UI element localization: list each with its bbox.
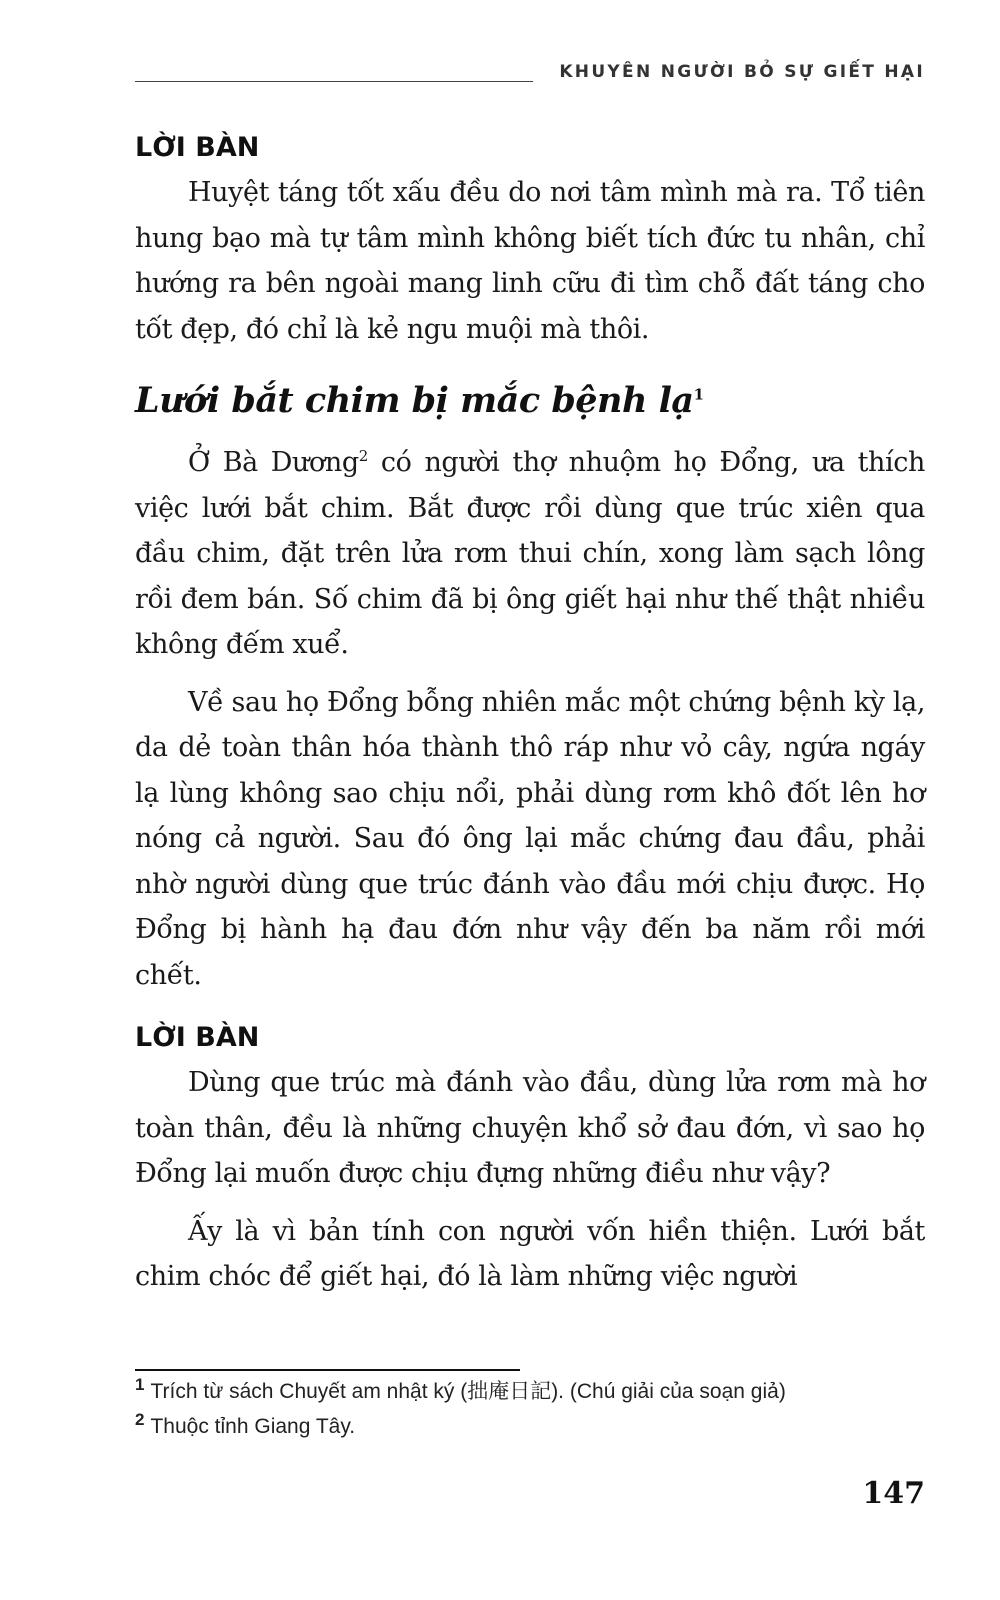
comment-paragraph: Huyệt táng tốt xấu đều do nơi tâm mình mà ra. Tổ tiên hung bạo mà tự tâm mình không biết tích đức tu nhân, chỉ hướng ra bên ngoài mang linh cữu đi tìm chỗ đất táng cho tốt đẹp, đó chỉ là kẻ ngu muội mà thôi. [135, 177, 925, 345]
footnote [135, 1374, 925, 1409]
story-paragraph-start: Ở Bà Dương [188, 447, 359, 478]
running-title: KHUYÊN NGƯỜI BỎ SỰ GIẾT HẠI [559, 62, 925, 82]
story-paragraph [135, 440, 925, 668]
footnote [135, 1409, 925, 1444]
footnote-number: 1 [135, 1375, 145, 1394]
page-body [135, 128, 925, 1300]
footnote-number: 2 [135, 1410, 145, 1429]
comment-heading: LỜI BÀN [135, 132, 260, 163]
footnote-ref: 1 [693, 385, 704, 404]
story-title [135, 378, 925, 424]
comment-heading: LỜI BÀN [135, 1022, 260, 1053]
comment-paragraph: Ấy là vì bản tính con người vốn hiền thiện. Lưới bắt chim chóc để giết hại, đó là làm những việc người [135, 1215, 925, 1292]
comment-paragraph: Dùng que trúc mà đánh vào đầu, dùng lửa rơm mà hơ toàn thân, đều là những chuyện khổ sở đau đớn, vì sao họ Đổng lại muốn được chịu đựng những điều như vậy? [135, 1067, 925, 1189]
story-paragraph-rest: có người thợ nhuộm họ Đổng, ưa thích việc lưới bắt chim. Bắt được rồi dùng que trúc xiên qua đầu chim, đặt trên lửa rơm thui chín, xong làm sạch lông rồi đem bán. Số chim đã bị ông giết hại như thế thật nhiều không đếm xuể. [135, 447, 925, 660]
page-number: 147 [862, 1476, 925, 1511]
header-rule [135, 81, 533, 82]
story-title-text: Lưới bắt chim bị mắc bệnh lạ [135, 380, 694, 421]
footnote-text: Trích từ sách Chuyết am nhật ký (拙庵日記). (Chú giải của soạn giả) [150, 1380, 786, 1403]
footnote-ref: 2 [358, 447, 368, 465]
footnotes [135, 1374, 925, 1444]
running-header [135, 60, 925, 90]
footnote-text: Thuộc tỉnh Giang Tây. [150, 1415, 356, 1438]
footnote-rule [135, 1369, 520, 1371]
story-paragraph: Về sau họ Đổng bỗng nhiên mắc một chứng bệnh kỳ lạ, da dẻ toàn thân hóa thành thô ráp như vỏ cây, ngứa ngáy lạ lùng không sao chịu nổi, phải dùng rơm khô đốt lên hơ nóng cả người. Sau đó ông lại mắc chứng đau đầu, phải nhờ người dùng que trúc đánh vào đầu mới chịu được. Họ Đổng bị hành hạ đau đớn như vậy đến ba năm rồi mới chết. [135, 686, 925, 991]
